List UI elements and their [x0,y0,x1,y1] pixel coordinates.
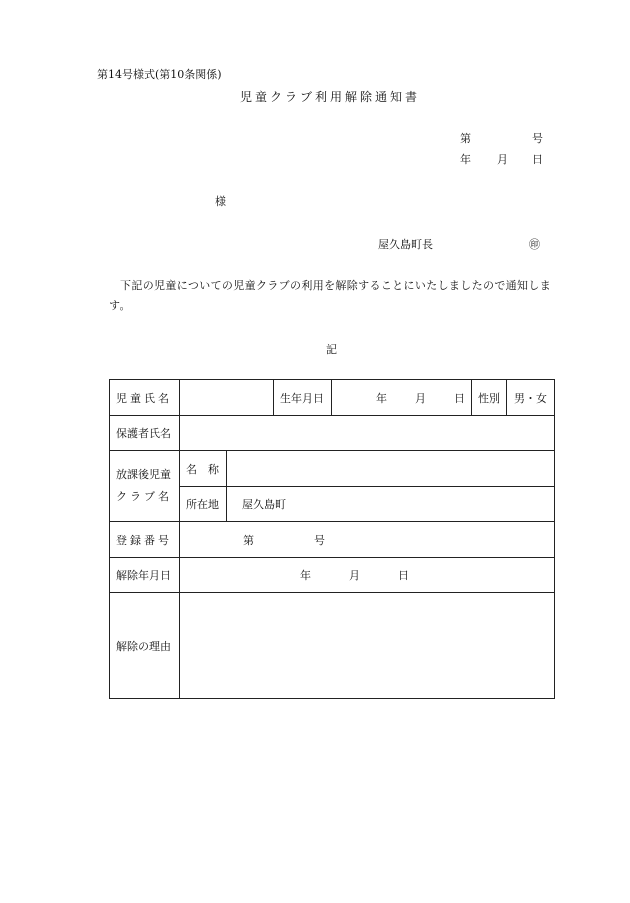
registration-label: 登録番号 [110,522,180,558]
sex-options[interactable]: 男・女 [507,380,555,416]
club-name-label: 名 称 [180,451,227,487]
date-year-label: 年 [460,153,471,166]
club-location-field[interactable]: 屋久島町 [227,487,555,522]
row-registration [110,522,555,558]
club-label-line2: クラブ名 [116,490,172,503]
club-label [110,451,180,522]
guardian-field[interactable] [180,416,555,451]
date-month-label: 月 [497,153,508,166]
reason-field[interactable] [180,593,555,699]
doc-number-dai: 第 [460,132,471,145]
cancellation-form-table [109,379,555,699]
registration-go: 号 [314,533,325,547]
row-reason [110,593,555,699]
cancel-date-label: 解除年月日 [110,558,180,593]
birth-date-field[interactable] [332,380,472,416]
cancel-date-field[interactable] [180,558,555,593]
reason-label: 解除の理由 [110,593,180,699]
sex-label: 性別 [472,380,507,416]
addressee-honorific: 様 [215,195,226,208]
birth-year-label: 年 [376,391,387,405]
cancel-month-label: 月 [349,569,360,582]
registration-field[interactable] [180,522,555,558]
doc-number-go: 号 [532,132,543,145]
form-code: 第14号様式(第10条関係) [97,68,222,81]
row-cancel-date [110,558,555,593]
child-name-field[interactable] [180,380,274,416]
club-location-label: 所在地 [180,487,227,522]
date-day-label: 日 [532,153,543,166]
birth-day-label: 日 [454,391,465,405]
club-label-line1: 放課後児童 [116,468,171,481]
seal-mark: ㊞ [529,238,540,251]
child-name-label: 児童氏名 [110,380,180,416]
cancel-day-label: 日 [398,569,409,582]
body-text: 下記の児童についての児童クラブの利用を解除することにいたしましたので通知します。 [109,279,552,312]
club-name-field[interactable] [227,451,555,487]
issuer-name: 屋久島町長 [378,238,433,251]
ki-heading: 記 [326,343,337,356]
birth-month-label: 月 [415,391,426,405]
birth-date-label: 生年月日 [274,380,332,416]
row-child-name [110,380,555,416]
row-club-name [110,451,555,487]
registration-dai: 第 [243,533,254,547]
row-guardian [110,416,555,451]
document-title: 児童クラブ利用解除通知書 [240,90,421,104]
guardian-label: 保護者氏名 [110,416,180,451]
cancel-year-label: 年 [300,569,311,582]
